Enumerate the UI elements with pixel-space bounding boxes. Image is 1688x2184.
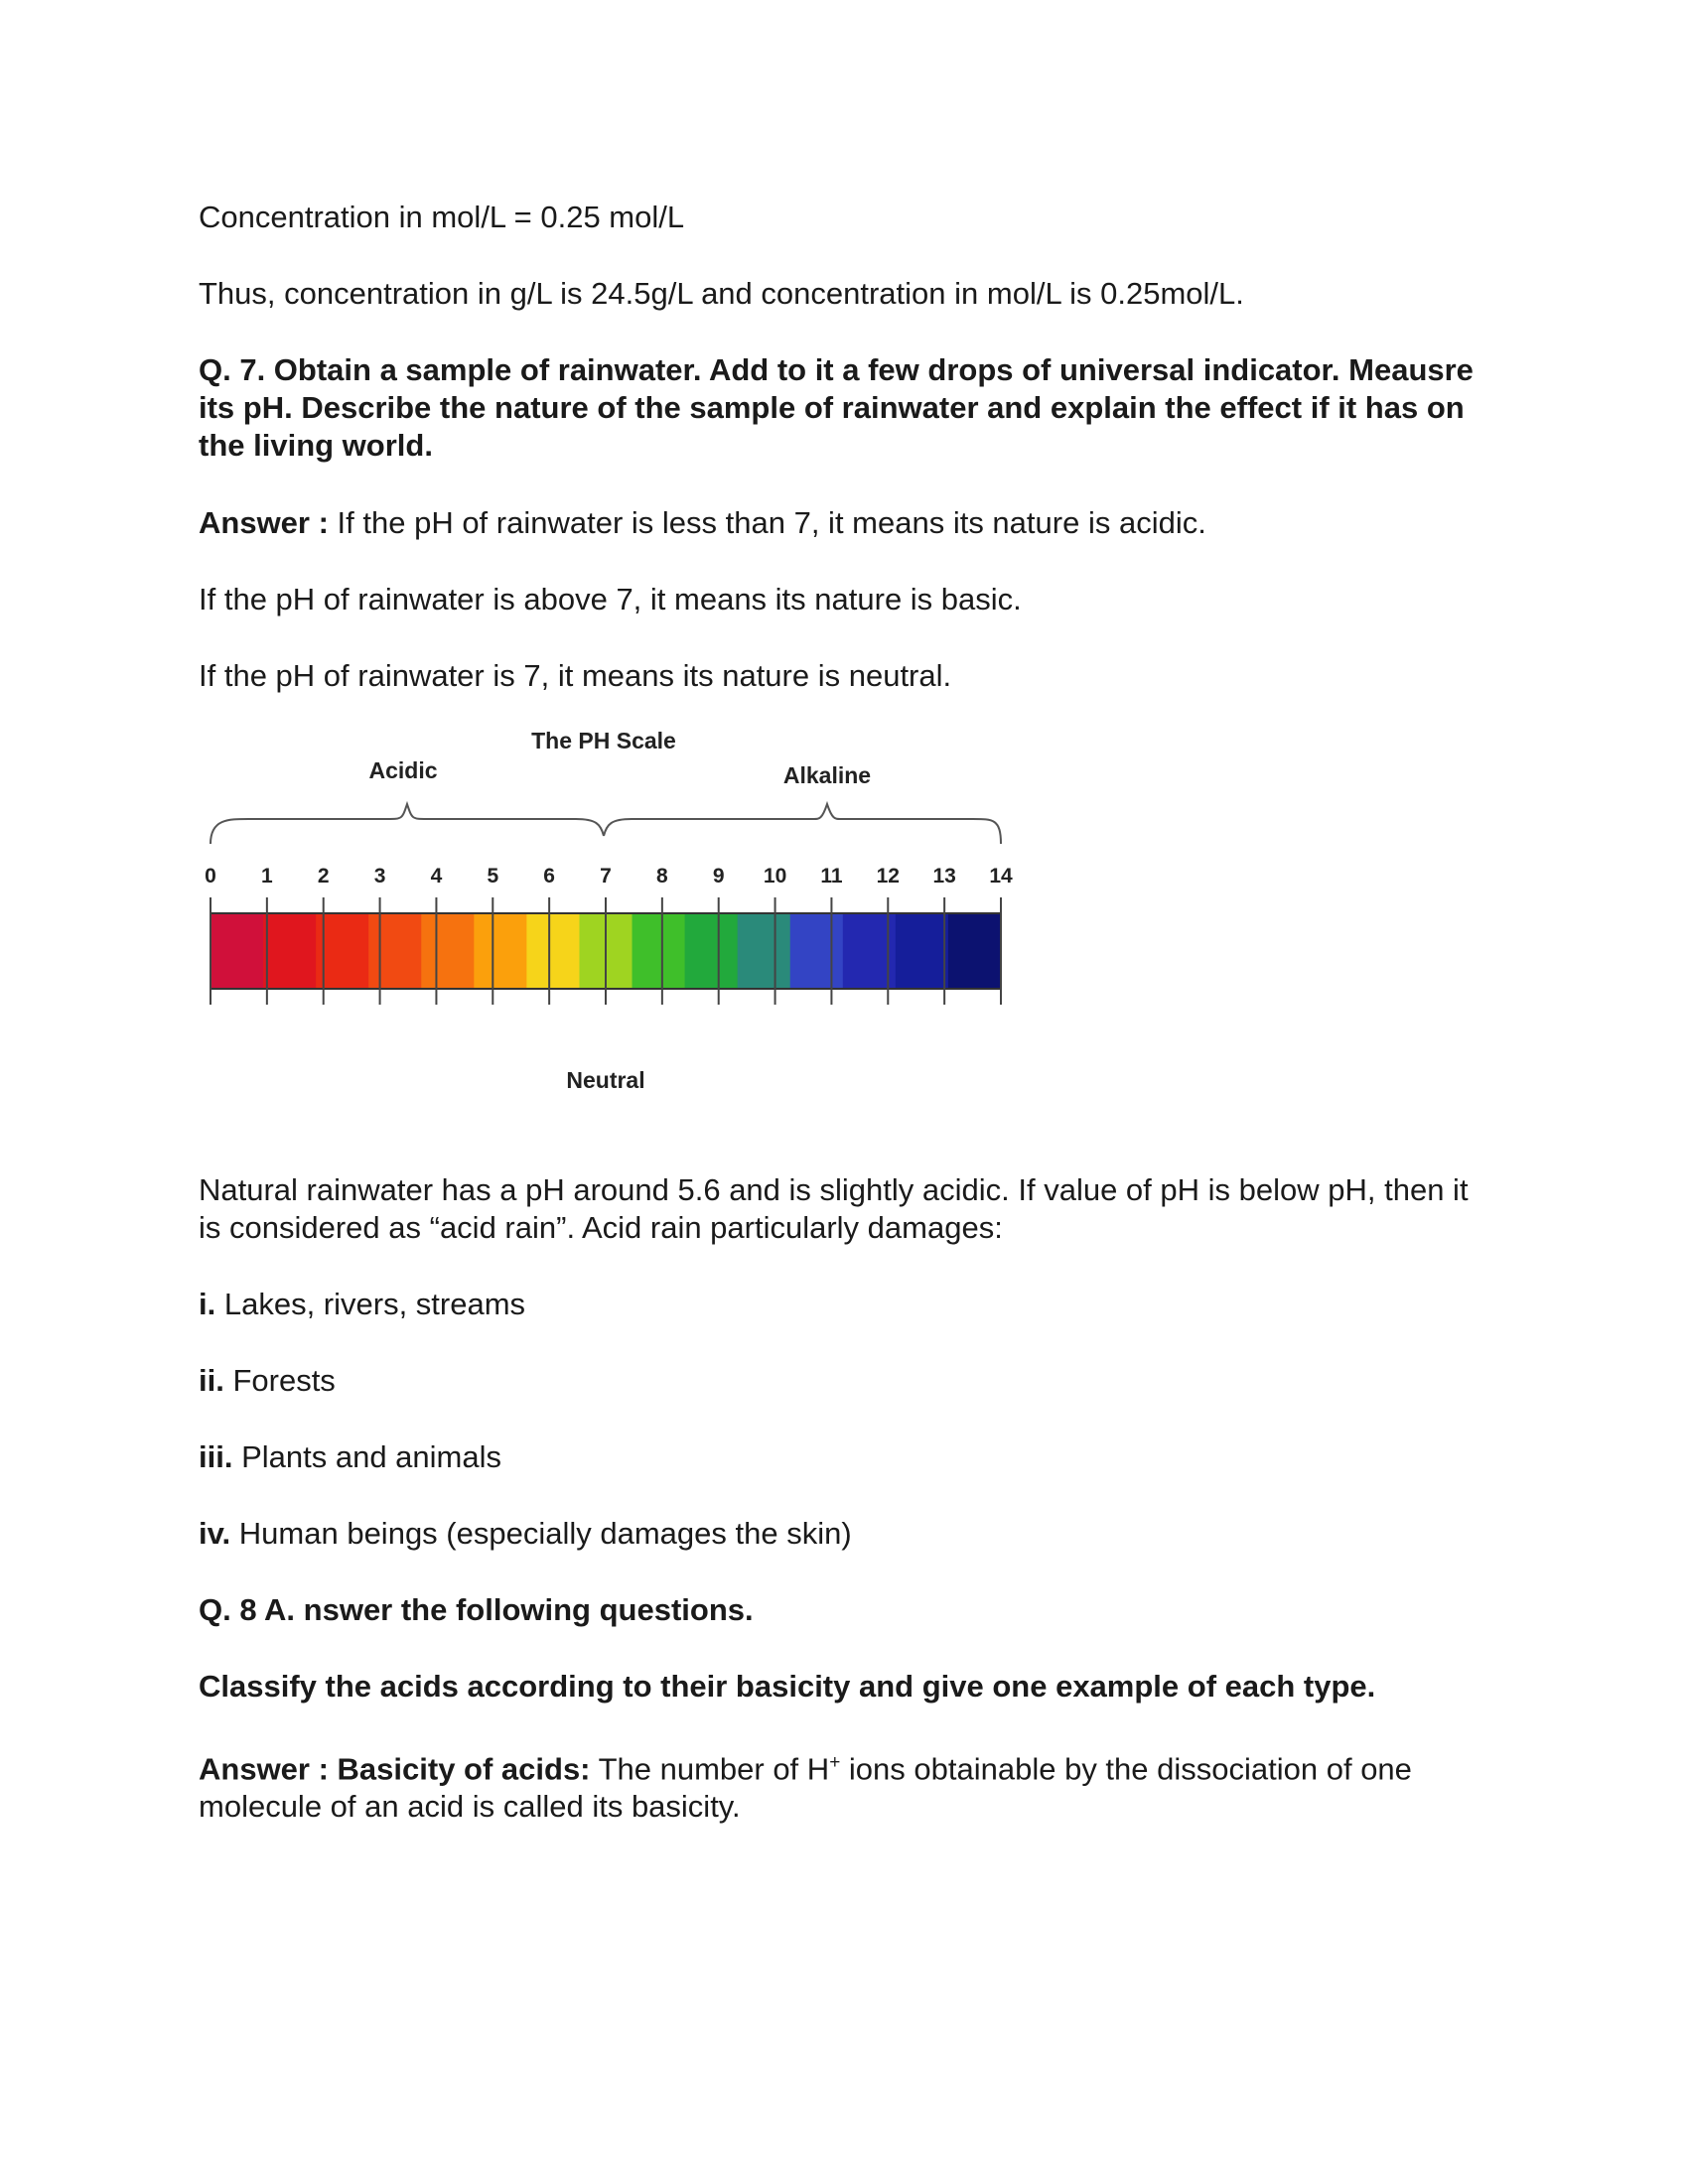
- ph-tick-label: 8: [656, 865, 668, 887]
- damage-list-item: [199, 1438, 1489, 1476]
- answer-text: If the pH of rainwater is less than 7, it means its nature is acidic.: [328, 505, 1206, 540]
- ph-tick-label: 7: [600, 865, 612, 887]
- ph-tick-label: 3: [373, 865, 386, 887]
- list-item-text: Plants and animals: [232, 1439, 501, 1474]
- neutral-label: Neutral: [566, 1067, 645, 1093]
- q8-answer-text-1: The number of H: [590, 1751, 830, 1787]
- ph-color-segment: [211, 913, 264, 989]
- damage-list-item: [199, 1286, 1489, 1323]
- q8-question: Classify the acids according to their basicity and give one example of each type.: [199, 1669, 1376, 1704]
- ph-color-segment: [368, 913, 422, 989]
- list-item-text: Lakes, rivers, streams: [215, 1287, 526, 1321]
- list-item-number: iv.: [199, 1516, 231, 1551]
- ph-tick-label: 9: [712, 865, 725, 887]
- ph-tick-label: 5: [487, 865, 499, 887]
- q8-answer: [199, 1744, 1489, 1826]
- ph-tick-label: 12: [876, 865, 900, 887]
- q8-answer-label: Answer : Basicity of acids:: [199, 1751, 591, 1787]
- ph-tick-label: 14: [989, 865, 1013, 887]
- ph-tick-label: 10: [763, 865, 787, 887]
- acidic-brace: [211, 804, 604, 844]
- ph-tick-label: 1: [261, 865, 273, 887]
- h-plus-superscript: +: [829, 1752, 841, 1773]
- ph-color-segment: [896, 913, 949, 989]
- q7-line-basic: If the pH of rainwater is above 7, it means its nature is basic.: [199, 582, 1022, 616]
- ph-color-segment: [526, 913, 580, 989]
- q7-line-neutral: If the pH of rainwater is 7, it means its nature is neutral.: [199, 658, 952, 693]
- ph-color-segment: [790, 913, 844, 989]
- ph-color-segment: [948, 913, 1002, 989]
- q7-question: Q. 7. Obtain a sample of rainwater. Add to it a few drops of universal indicator. Meausre its pH. Describe the nature of the sample of rainwater and explain the effect if it has on the living world.: [199, 352, 1474, 463]
- list-item-text: Forests: [223, 1363, 336, 1398]
- ph-scale-figure: [189, 715, 1043, 1112]
- ph-tick-label: 4: [430, 865, 443, 887]
- conclusion-line: Thus, concentration in g/L is 24.5g/L and concentration in mol/L is 0.25mol/L.: [199, 276, 1244, 311]
- list-item-number: iii.: [199, 1439, 233, 1474]
- ph-color-segment: [421, 913, 475, 989]
- ph-tick-label: 11: [820, 865, 843, 887]
- acid-rain-paragraph: Natural rainwater has a pH around 5.6 and is slightly acidic. If value of pH is below pH, then it is considered as “acid rain”. Acid rain particularly damages:: [199, 1172, 1469, 1245]
- ph-scale-title: The PH Scale: [531, 728, 676, 753]
- ph-tick-label: 6: [543, 865, 555, 887]
- acidic-label: Acidic: [368, 757, 438, 783]
- list-item-number: ii.: [199, 1363, 224, 1398]
- ph-color-segment: [474, 913, 527, 989]
- ph-tick-label: 2: [317, 865, 330, 887]
- damage-list-item: [199, 1515, 1489, 1553]
- q7-answer: [199, 504, 1489, 542]
- ph-color-segment: [263, 913, 317, 989]
- ph-tick-label: 0: [205, 865, 216, 887]
- ph-tick-labels: [205, 865, 1013, 887]
- concentration-mol-line: Concentration in mol/L = 0.25 mol/L: [199, 200, 685, 234]
- q8-heading: Q. 8 A. nswer the following questions.: [199, 1592, 754, 1627]
- list-item-number: i.: [199, 1287, 216, 1321]
- ph-color-segment: [738, 913, 791, 989]
- alkaline-label: Alkaline: [782, 762, 872, 788]
- ph-color-segment: [685, 913, 739, 989]
- damage-list-item: [199, 1362, 1489, 1400]
- list-item-text: Human beings (especially damages the skin): [230, 1516, 852, 1551]
- ph-tick-label: 13: [932, 865, 956, 887]
- q8-answer-text-2: ions obtainable by the dissociation of one molecule of an acid is called its basicity.: [199, 1751, 1412, 1825]
- alkaline-brace: [604, 804, 1001, 844]
- answer-label: Answer :: [199, 505, 329, 540]
- ph-color-segment: [633, 913, 686, 989]
